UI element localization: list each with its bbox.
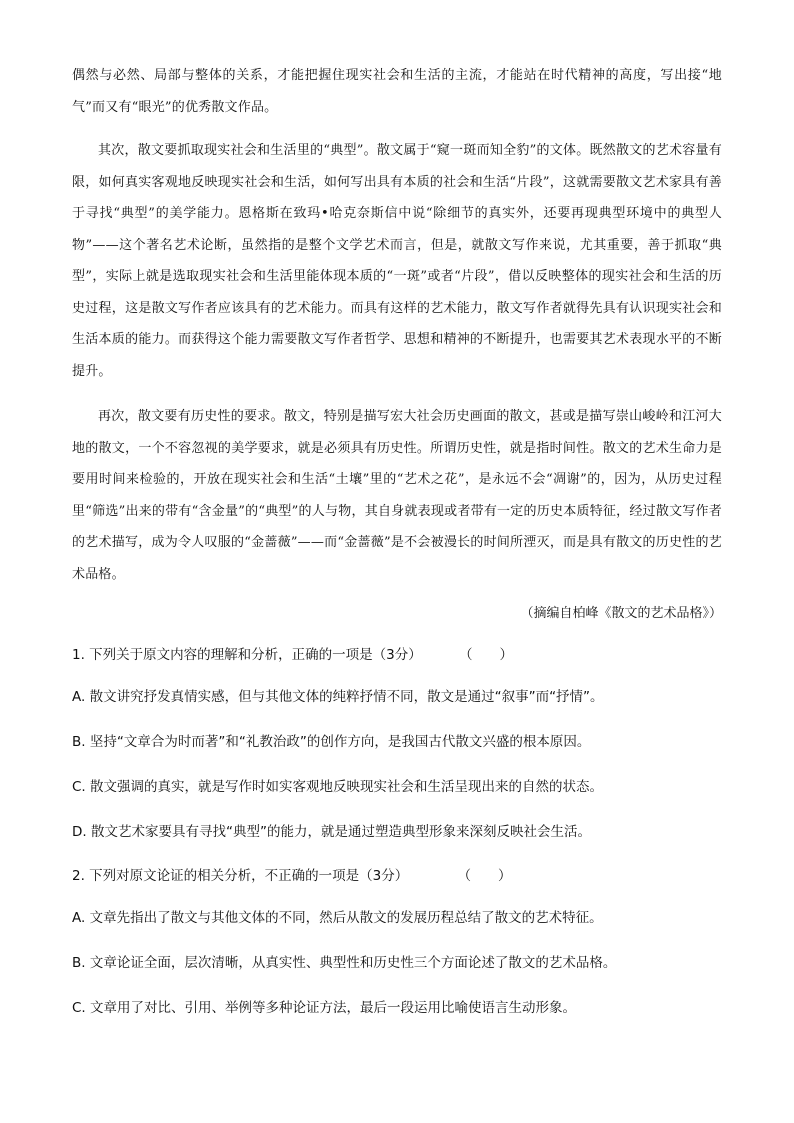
passage-paragraph-3: 再次，散文要有历史性的要求。散文，特别是描写宏大社会历史画面的散文，甚或是描写崇山峻岭和江河大地的散文，一个不容忽视的美学要求，就是必须具有历史性。所谓历史性，就是指时间性。散文的艺术生命力是要用时间来检验的，开放在现实社会和生活“土壤”里的“艺术之花”，是永远不会“凋谢”的，因为，从历史过程里“筛选”出来的带有“含金量”的“典型”的人与物，其自身就表现或者带有一定的历史本质特征，经过散文写作者的艺术描写，成为令人叹服的“金蔷薇”——而“金蔷薇”是不会被漫长的时间所湮灭，而是具有散文的历史性的艺术品格。 [72,409,722,582]
question-1-option-b: B. 坚持“文章合为时而著”和“礼教治政”的创作方向，是我国古代散文兴盛的根本原因。 [72,734,591,750]
question-2-answer-blank: （ ） [464,868,512,884]
question-1-option-d: D. 散文艺术家要具有寻找“典型”的能力，就是通过塑造典型形象来深刻反映社会生活。 [72,824,591,840]
question-1-stem-text: 1. 下列关于原文内容的理解和分析，正确的一项是（3分） [72,647,422,663]
passage-paragraph-2: 其次，散文要抓取现实社会和生活里的“典型”。散文属于“窥一斑而知全豹”的文体。既然散文的艺术容量有限，如何真实客观地反映现实社会和生活，如何写出具有本质的社会和生活“片段”，这就需要散文艺术家具有善于寻找“典型”的美学能力。恩格斯在致玛•哈克奈斯信中说“除细节的真实外，还要再现典型环境中的典型人物”——这个著名艺术论断，虽然指的是整个文学艺术而言，但是，就散文写作来说，尤其重要，善于抓取“典型”，实际上就是选取现实社会和生活里能体现本质的“一斑”或者“片段”，借以反映整体的现实社会和生活的历史过程，这是散文写作者应该具有的艺术能力。而具有这样的艺术能力，散文写作者就得先具有认识现实社会和生活本质的能力。而获得这个能力需要散文写作者哲学、思想和精神的不断提升，也需要其艺术表现水平的不断提升。 [72,143,722,379]
question-2-option-c: C. 文章用了对比、引用、举例等多种论证方法，最后一段运用比喻使语言生动形象。 [72,1000,577,1016]
passage-source: （摘编自柏峰《散文的艺术品格》） [520,606,722,621]
document-page [72,60,722,1019]
question-1-option-a: A. 散文讲究抒发真情实感，但与其他文体的纯粹抒情不同，散文是通过“叙事”而“抒情”。 [72,689,604,705]
question-2 [72,865,722,1019]
question-1-stem [72,644,722,666]
question-2-stem-text: 2. 下列对原文论证的相关分析，不正确的一项是（3分） [72,868,409,884]
question-2-option-b: B. 文章论证全面，层次清晰，从真实性、典型性和历史性三个方面论述了散文的艺术品格。 [72,955,617,971]
passage-paragraph-1: 偶然与必然、局部与整体的关系，才能把握住现实社会和生活的主流，才能站在时代精神的高度，写出接“地气”而又有“眼光”的优秀散文作品。 [72,68,722,115]
question-2-stem [72,865,722,887]
question-2-option-a: A. 文章先指出了散文与其他文体的不同，然后从散文的发展历程总结了散文的艺术特征。 [72,910,603,926]
question-1-answer-blank: （ ） [465,647,514,663]
question-1 [72,644,722,843]
question-1-option-c: C. 散文强调的真实，就是写作时如实客观地反映现实社会和生活呈现出来的自然的状态。 [72,779,604,795]
